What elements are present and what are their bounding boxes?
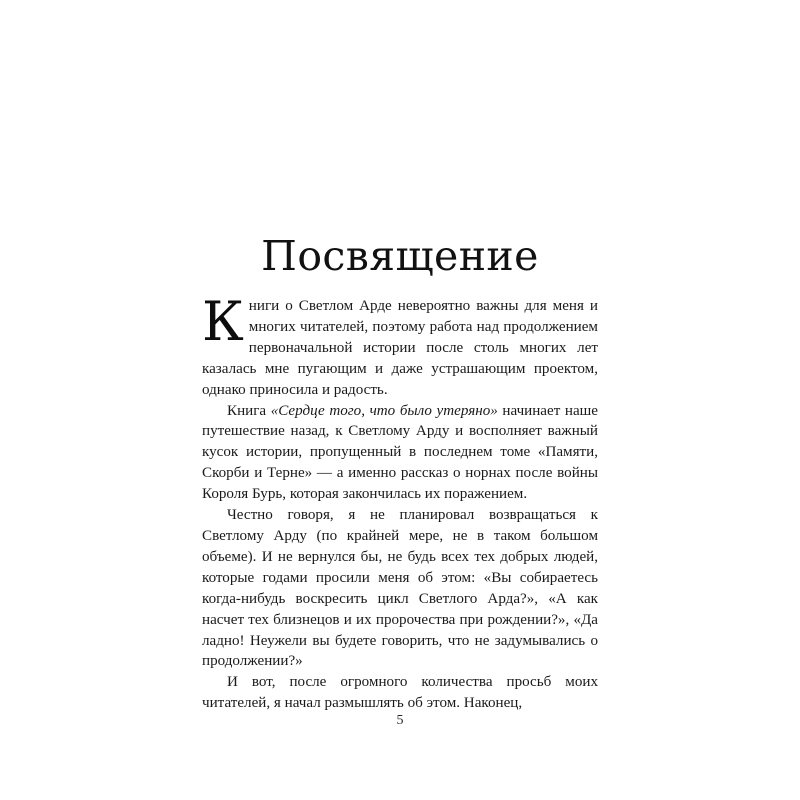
paragraph-2	[202, 401, 598, 506]
page-title: Посвящение	[261, 232, 539, 281]
body-text-block	[202, 290, 598, 714]
paragraph-4: И вот, после огромного количества просьб моих читателей, я начал размышлять об этом. Наконец,	[202, 674, 598, 712]
paragraph-1: Книги о Светлом Арде невероятно важны для меня и многих читателей, поэтому работа над продолжением первоначальной истории после столь многих лет казалась мне пугающим и даже устрашающим проектом, однако приносила и радость.	[202, 290, 598, 398]
paragraph-2-rest: начинает наше путешествие назад, к Светлому Арду и восполняет важный кусок истории, пропущенный в последнем томе «Памяти, Скорби и Терне» — а именно рассказ о норнах после войны Короля Бурь, которая закончилась их поражением.	[202, 402, 598, 503]
referenced-book-title: «Сердце того, что было утеряно»	[270, 402, 498, 419]
page-number: 5	[396, 713, 404, 728]
paragraph-3: Честно говоря, я не планировал возвращаться к Светлому Арду (по крайней мере, не в таком большом объеме). И не вернулся бы, не будь всех тех добрых людей, которые годами просили меня об этом: «Вы собираетесь когда-нибудь воскресить цикл Светлого Арда?», «А как насчет тех близнецов и их пророчества при рождении?», «Да ладно! Неужели вы будете говорить, что не задумывались о продолжении?»	[202, 507, 598, 670]
paragraph-2-lead: Книга	[227, 402, 271, 419]
